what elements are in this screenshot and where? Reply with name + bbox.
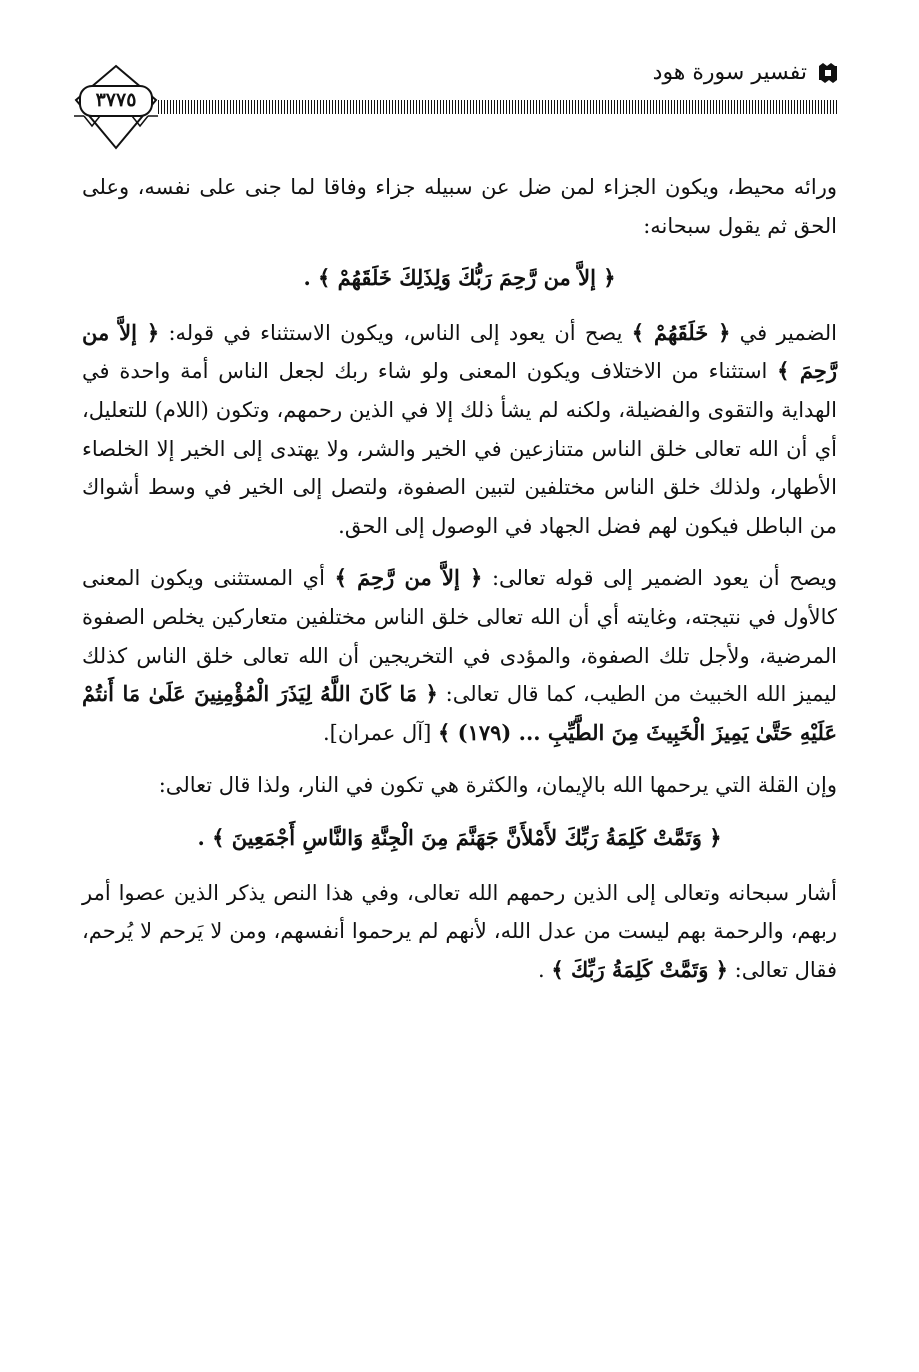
- p5-text-end: .: [537, 957, 552, 982]
- p5-quote-1: ﴿ وَتَمَّتْ كَلِمَةُ رَبِّكَ ﴾: [551, 956, 728, 982]
- header-ornament-icon: [817, 62, 839, 84]
- p3-text-end: [آل عمران].: [322, 720, 438, 745]
- p3-text-mid: أي المستثنى ويكون المعنى كالأول في نتيجته، وغايته أي أن الله تعالى خلق الناس مختلفين متعاركين يخلص الصفوة المرضية، ولأجل تلك الصفوة، والمؤدى في التخريجين أن الله تعالى خلق الناس كذلك ليميز الله الخبيث من الطيب، كما قال تعالى:: [82, 566, 837, 707]
- p3-quote-2: ﴿ مَا كَانَ اللَّهُ لِيَذَرَ الْمُؤْمِنِينَ عَلَىٰ مَا أَنتُمْ عَلَيْهِ حَتَّىٰ يَمِيزَ الْخَبِيثَ مِنَ الطَّيِّبِ ... (١٧٩) ﴾: [82, 681, 837, 745]
- quran-verse-2: ﴿ وَتَمَّتْ كَلِمَةُ رَبِّكَ لأَمْلأَنَّ جَهَنَّمَ مِنَ الْجِنَّةِ وَالنَّاسِ أَجْمَعِينَ ﴾ .: [197, 824, 722, 850]
- p2-text-end: استثناء من الاختلاف ويكون المعنى ولو شاء ربك لجعل الناس أمة واحدة في الهداية والتقوى والفضيلة، ولكنه لم يشأ ذلك إلا في الذين رحمهم، وتكون (اللام) للتعليل، أي أن الله تعالى خلق الناس متنازعين في الخير والشر، ولا يهتدى إلى الخير إلا الخلصاء الأطهار، ولذلك خلق الناس مختلفين لتبين الصفوة، ولتصل إلى الخير في وسط أشواك من الباطل فيكون لهم فضل الجهاد في الوصول إلى الحق.: [82, 359, 837, 538]
- paragraph-3: [82, 559, 837, 752]
- page-content: [82, 168, 837, 1003]
- p2-quote-1: ﴿ خَلَقَهُمْ ﴾: [631, 319, 731, 345]
- header-title: تفسير سورة هود: [652, 60, 807, 85]
- paragraph-2: [82, 314, 837, 546]
- p2-quote-2: ﴿ إلاَّ من رَّحِمَ ﴾: [82, 319, 837, 384]
- p5-text-start: أشار سبحانه وتعالى إلى الذين رحمهم الله تعالى، وفي هذا النص يذكر الذين عصوا أمر ربهم، والرحمة بهم ليست من عدل الله، لأنهم لم يرحموا أنفسهم، ومن لا يَرحم لا يُرحم، فقال تعالى:: [82, 880, 837, 982]
- header-rule: [158, 100, 839, 114]
- quran-verse-1: ﴿ إلاَّ من رَّحِمَ رَبُّكَ وَلِذَلِكَ خَلَقَهُمْ ﴾ .: [303, 265, 616, 291]
- p3-text-start: ويصح أن يعود الضمير إلى قوله تعالى:: [482, 566, 838, 591]
- p3-quote-1: ﴿ إلاَّ من رَّحِمَ ﴾: [334, 565, 483, 591]
- p2-text-start: الضمير في: [730, 320, 837, 345]
- paragraph-5: [82, 874, 837, 990]
- paragraph-1: ورائه محيط، ويكون الجزاء لمن ضل عن سبيله جزاء وفاقا لما جنى على نفسه، وعلى الحق ثم يقول سبحانه:: [82, 175, 837, 238]
- page-number: ٣٧٧٥: [95, 89, 137, 111]
- paragraph-4: وإن القلة التي يرحمها الله بالإيمان، والكثرة هي تكون في النار، ولذا قال تعالى:: [158, 773, 837, 798]
- p2-text-mid: يصح أن يعود إلى الناس، ويكون الاستثناء في قوله:: [159, 320, 632, 345]
